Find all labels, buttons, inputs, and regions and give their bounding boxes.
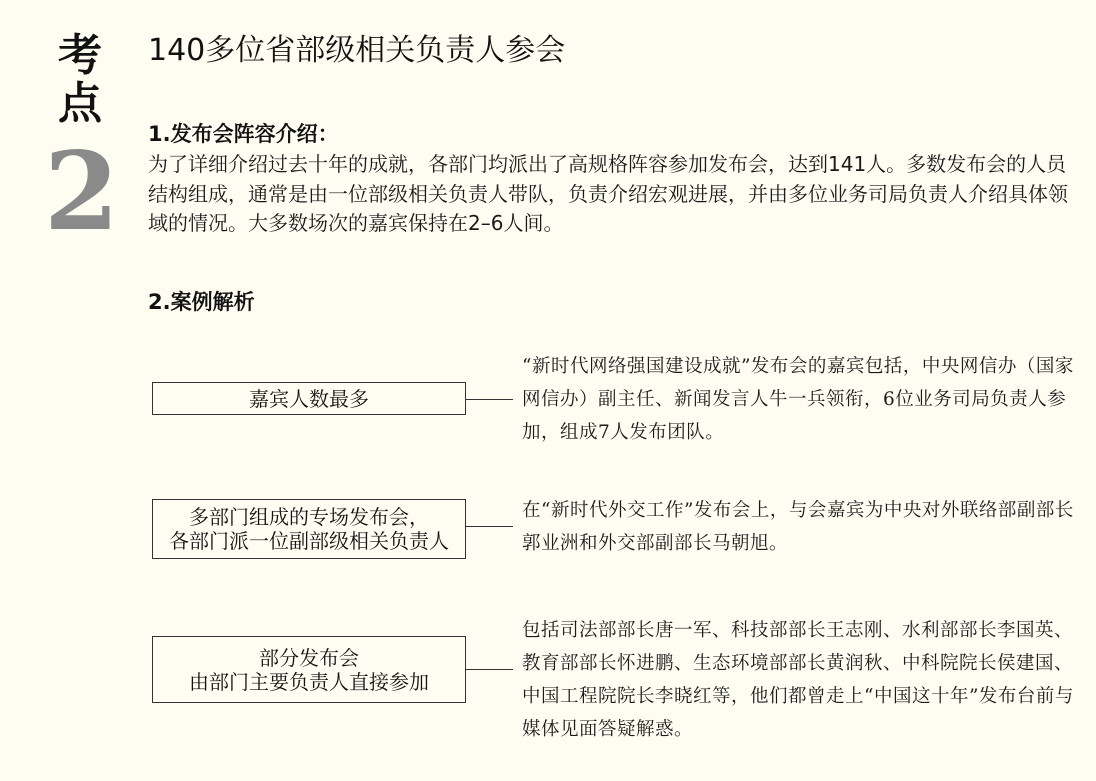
- case-3-description: 包括司法部部长唐一军、科技部部长王志刚、水利部部长李国英、教育部部长怀进鹏、生态环境部部长黄润秋、中科院院长侯建国、中国工程院院长李晓红等，他们都曾走上“中国这十年”发布台前与媒体见面答疑解惑。: [522, 620, 1074, 740]
- case-3-label-line-1: 部分发布会: [259, 645, 359, 670]
- case-2-description: 在“新时代外交工作”发布会上，与会嘉宾为中央对外联络部副部长郭业洲和外交部副部长马朝旭。: [522, 500, 1074, 554]
- page-title: 140多位省部级相关负责人参会: [148, 33, 566, 68]
- case-1-connector: [466, 399, 513, 400]
- case-2-label-box: [152, 499, 466, 559]
- case-3-label-box: [152, 636, 466, 703]
- case-2-label-line-1: 多部门组成的专场发布会，: [189, 505, 429, 529]
- key-point-char-1: 考: [58, 30, 102, 81]
- case-1-label-box: [152, 382, 466, 415]
- case-1-description: “新时代网络强国建设成就”发布会的嘉宾包括，中央网信办（国家网信办）副主任、新闻发言人牛一兵领衔，6位业务司局负责人参加，组成7人发布团队。: [522, 356, 1074, 443]
- case-2-connector: [466, 526, 513, 527]
- key-point-label: [52, 32, 108, 128]
- case-2-label-line-2: 各部门派一位副部级相关负责人: [169, 529, 449, 553]
- case-1-label-line-1: 嘉宾人数最多: [249, 386, 369, 411]
- section1-body: 为了详细介绍过去十年的成就，各部门均派出了高规格阵容参加发布会，达到141人。多数发布会的人员结构组成，通常是由一位部级相关负责人带队，负责介绍宏观进展，并由多位业务司局负责人介绍具体领域的情况。大多数场次的嘉宾保持在2–6人间。: [148, 152, 1068, 235]
- section2-heading: 2.案例解析: [148, 290, 255, 314]
- key-point-number: 2: [44, 129, 120, 255]
- key-point-char-2: 点: [58, 78, 102, 129]
- case-3-connector: [466, 669, 513, 670]
- section1-heading: 1.发布会阵容介绍：: [148, 122, 339, 146]
- case-3-label-line-2: 由部门主要负责人直接参加: [189, 669, 429, 694]
